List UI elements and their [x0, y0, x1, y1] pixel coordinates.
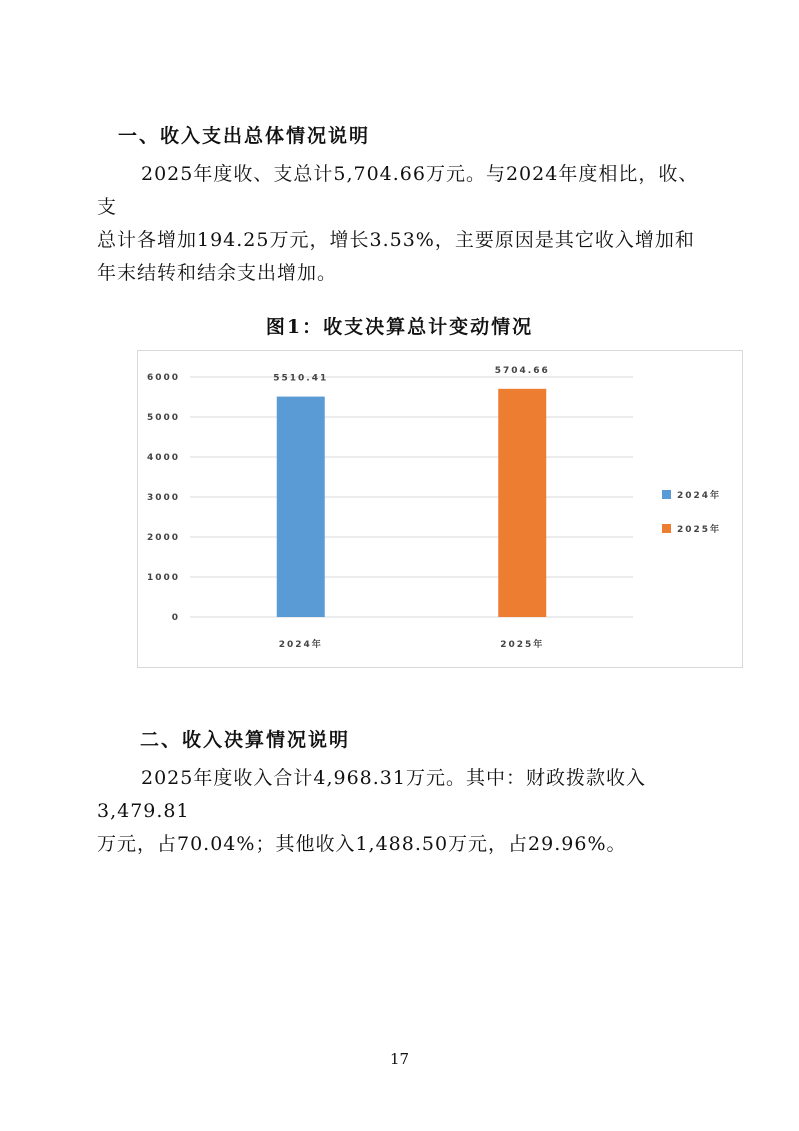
- y-tick-label: 0: [171, 613, 180, 623]
- y-tick-label: 6000: [146, 373, 180, 383]
- data-label: 5510.41: [273, 373, 329, 384]
- section1-line3: 年末结转和结余支出增加。: [97, 262, 338, 284]
- x-tick-label: 2024年: [278, 640, 323, 650]
- section2-heading: 二、收入决算情况说明: [140, 729, 351, 751]
- y-tick-label: 5000: [146, 413, 180, 423]
- legend-label: 2025年: [677, 525, 722, 535]
- y-tick-label: 3000: [146, 493, 180, 503]
- y-tick-label: 1000: [146, 573, 180, 583]
- bar: [277, 397, 325, 617]
- chart-area: [137, 350, 743, 668]
- data-label: 5704.66: [494, 365, 550, 376]
- section1-heading: 一、收入支出总体情况说明: [118, 125, 371, 147]
- section1-line1: 2025年度收、支总计5,704.66万元。与2024年度相比，收、支: [97, 163, 699, 218]
- bar-chart: [138, 351, 744, 669]
- section1-paragraph: [97, 158, 707, 290]
- chart-title: 图1：收支决算总计变动情况: [265, 316, 534, 338]
- section2-line2: 万元，占70.04%；其他收入1,488.50万元，占29.96%。: [97, 833, 627, 855]
- page-number: 17: [389, 1050, 410, 1068]
- section1-line2: 总计各增加194.25万元，增长3.53%，主要原因是其它收入增加和: [97, 229, 695, 251]
- legend-swatch: [662, 490, 671, 499]
- section2-line1: 2025年度收入合计4,968.31万元。其中：财政拨款收入3,479.81: [97, 767, 646, 822]
- legend-label: 2024年: [677, 491, 722, 501]
- legend-swatch: [662, 524, 671, 533]
- y-tick-label: 2000: [146, 533, 180, 543]
- y-tick-label: 4000: [146, 453, 180, 463]
- bar: [498, 389, 546, 617]
- x-tick-label: 2025年: [500, 640, 545, 650]
- section2-paragraph: [97, 762, 707, 861]
